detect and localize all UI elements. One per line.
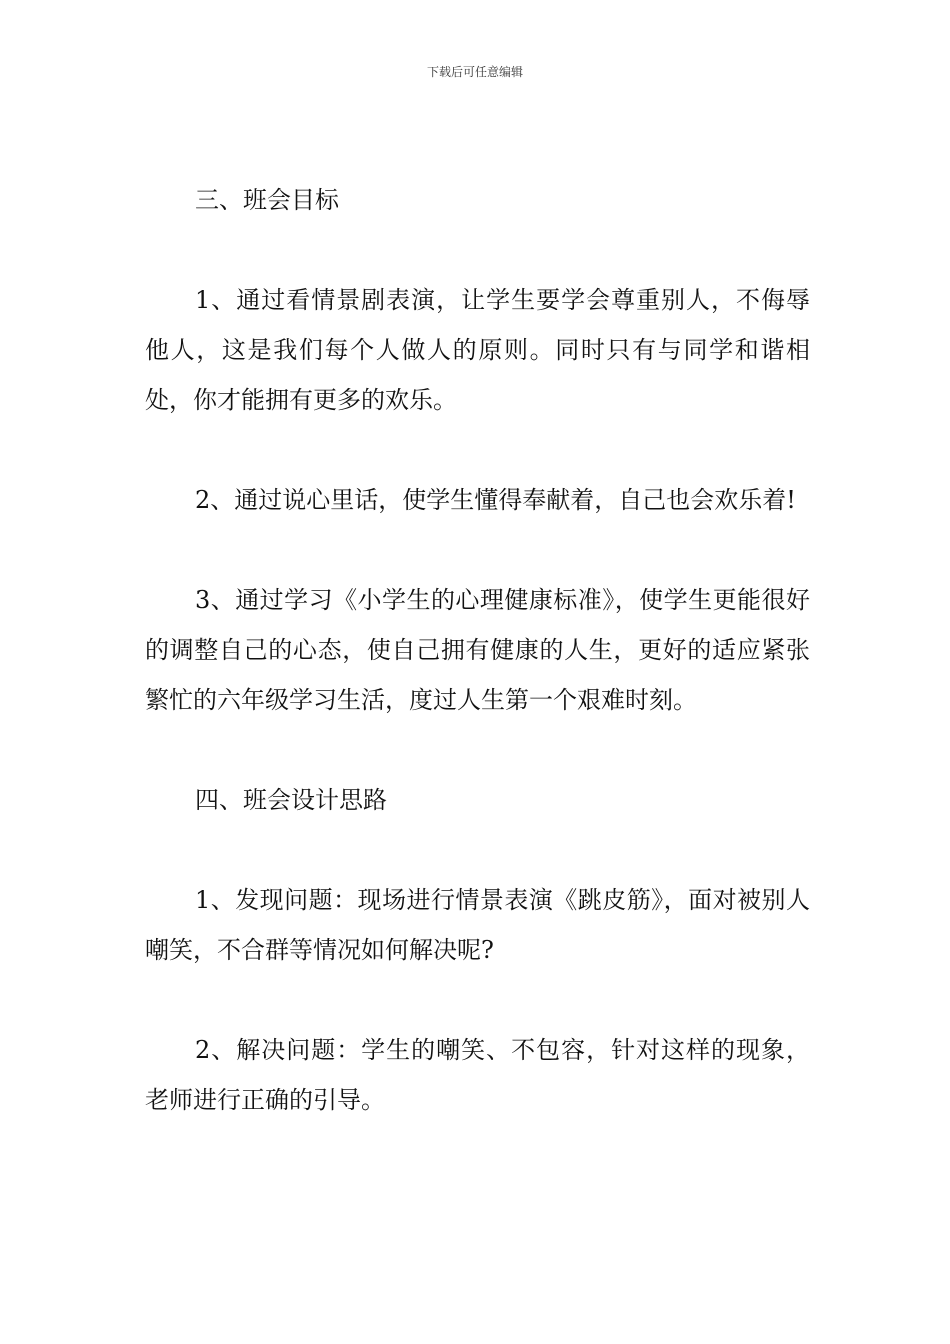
idea-paragraph-1: 1、发现问题：现场进行情景表演《跳皮筋》，面对被别人嘲笑，不合群等情况如何解决呢? bbox=[145, 886, 810, 964]
goal-paragraph-3: 3、通过学习《小学生的心理健康标准》，使学生更能很好的调整自己的心态，使自己拥有健康的人生，更好的适应紧张繁忙的六年级学习生活，度过人生第一个艰难时刻。 bbox=[145, 586, 810, 714]
idea-paragraph-2: 2、解决问题：学生的嘲笑、不包容，针对这样的现象，老师进行正确的引导。 bbox=[145, 1036, 810, 1114]
goal-paragraph-2: 2、通过说心里话，使学生懂得奉献着，自己也会欢乐着! bbox=[195, 486, 796, 514]
goal-paragraph-1: 1、通过看情景剧表演，让学生要学会尊重别人，不侮辱他人，这是我们每个人做人的原则。同时只有与同学和谐相处，你才能拥有更多的欢乐。 bbox=[145, 286, 810, 414]
page-header: 下载后可任意编辑 bbox=[426, 65, 523, 79]
document-body bbox=[145, 175, 810, 1175]
section-heading-class-goals: 三、班会目标 bbox=[195, 186, 339, 214]
section-heading-design-ideas: 四、班会设计思路 bbox=[195, 786, 387, 814]
